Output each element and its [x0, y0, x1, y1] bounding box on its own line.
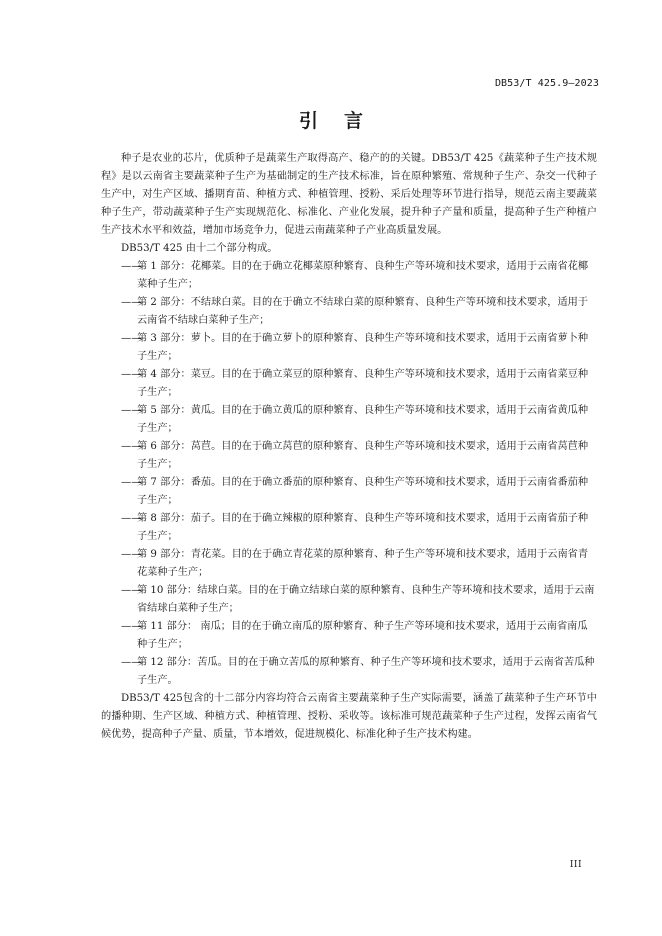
list-item	[101, 474, 597, 510]
list-dash: ——	[121, 261, 142, 272]
page-title: 引言	[298, 110, 389, 132]
list-dash: ——	[121, 369, 142, 380]
part-7-text: 第 7 部分：番茄。目的在于确立番茄的原种繁育、良种生产等环境和技术要求，适用于云南省番茄种子生产；	[137, 477, 589, 506]
parts-list	[101, 258, 597, 690]
part-11-text: 第 11 部分： 南瓜；目的在于确立南瓜的原种繁育、种子生产等环境和技术要求，适用于云南省南瓜种子生产；	[137, 621, 588, 650]
document-body	[101, 150, 597, 744]
list-dash: ——	[121, 441, 142, 452]
list-dash: ——	[121, 585, 142, 596]
part-5-text: 第 5 部分：黄瓜。目的在于确立黄瓜的原种繁育、良种生产等环境和技术要求，适用于云南省黄瓜种子生产；	[137, 405, 589, 434]
list-dash: ——	[121, 477, 142, 488]
parts-intro: DB53/T 425 由十二个部分构成。	[121, 243, 278, 254]
page-number: III	[569, 860, 582, 870]
list-dash: ——	[121, 621, 142, 632]
closing-paragraph: DB53/T 425包含的十二部分内容均符合云南省主要蔬菜种子生产实际需要，涵盖了蔬菜种子生产环节中的播种期、生产区域、种植方式、种植管理、授粉、采收等。该标准可规范蔬菜种子生产过程，发挥云南省气候优势，提高种子产量、质量，节本增效，促进规模化、标准化种子生产技术构建。	[101, 693, 597, 740]
standard-code: DB53/T 425.9—2023	[494, 78, 599, 89]
list-dash: ——	[121, 333, 142, 344]
list-item	[101, 402, 597, 438]
list-dash: ——	[121, 405, 142, 416]
list-item	[101, 546, 597, 582]
list-item	[101, 618, 597, 654]
part-1-text: 第 1 部分：花椰菜。目的在于确立花椰菜原种繁育、良种生产等环境和技术要求，适用于云南省花椰菜种子生产；	[137, 261, 589, 290]
part-2-text: 第 2 部分：不结球白菜。目的在于确立不结球白菜的原种繁育、良种生产等环境和技术要求，适用于云南省不结球白菜种子生产；	[137, 297, 589, 326]
list-item	[101, 330, 597, 366]
part-9-text: 第 9 部分：青花菜。目的在于确立青花菜的原种繁育、种子生产等环境和技术要求，适用于云南省青花菜种子生产；	[137, 549, 589, 578]
part-6-text: 第 6 部分：莴苣。目的在于确立莴苣的原种繁育、良种生产等环境和技术要求，适用于云南省莴苣种子生产；	[137, 441, 589, 470]
list-item	[101, 294, 597, 330]
part-4-text: 第 4 部分：菜豆。目的在于确立菜豆的原种繁育、良种生产等环境和技术要求，适用于云南省菜豆种子生产；	[137, 369, 589, 398]
list-item	[101, 654, 597, 690]
intro-paragraph: 种子是农业的芯片，优质种子是蔬菜生产取得高产、稳产的的关键。DB53/T 425《蔬菜种子生产技术规程》是以云南省主要蔬菜种子生产为基础制定的生产技术标准，旨在原种繁殖、常规种子生产、杂交一代种子生产中，对生产区域、播期育苗、种植方式、种植管理、授粉、采后处理等环节进行指导，规范云南主要蔬菜种子生产，带动蔬菜种子生产实现规范化、标准化、产业化发展，提升种子产量和质量，提高种子生产种植户生产技术水平和效益，增加市场竞争力，促进云南蔬菜种子产业高质量发展。	[101, 153, 597, 236]
list-dash: ——	[121, 297, 142, 308]
list-item	[101, 582, 597, 618]
list-dash: ——	[121, 513, 142, 524]
part-8-text: 第 8 部分：茄子。目的在于确立辣椒的原种繁育、良种生产等环境和技术要求，适用于云南省茄子种子生产；	[137, 513, 589, 542]
list-dash: ——	[121, 549, 142, 560]
part-12-text: 第 12 部分：苦瓜。目的在于确立苦瓜的原种繁育、种子生产等环境和技术要求，适用于云南省苦瓜种子生产。	[137, 657, 595, 686]
list-dash: ——	[121, 657, 142, 668]
list-item	[101, 438, 597, 474]
list-item	[101, 510, 597, 546]
part-10-text: 第 10 部分：结球白菜。目的在于确立结球白菜的原种繁育、良种生产等环境和技术要求，适用于云南省结球白菜种子生产；	[137, 585, 595, 614]
list-item	[101, 258, 597, 294]
list-item	[101, 366, 597, 402]
part-3-text: 第 3 部分：萝卜。目的在于确立萝卜的原种繁育、良种生产等环境和技术要求，适用于云南省萝卜种子生产；	[137, 333, 589, 362]
